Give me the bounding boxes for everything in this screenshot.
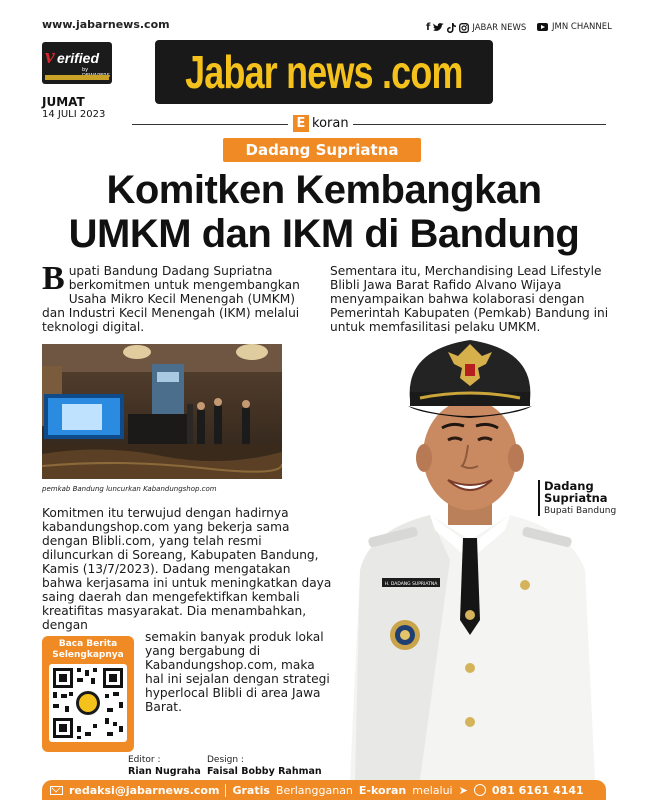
design-name: Faisal Bobby Rahman [207,766,322,777]
qr-title-line-2: Selengkapnya [52,650,124,660]
ekoran-word: koran [312,116,349,131]
portrait-name: Dadang Supriatna [544,479,608,505]
youtube-icon[interactable] [537,23,548,31]
headline-line-2: UMKM dan IKM di Bandung [68,212,580,256]
social-handle: JABAR NEWS [472,22,527,33]
footer-divider [225,784,226,797]
footer-ekoran: E-koran [358,783,407,797]
twitter-icon[interactable] [433,23,444,32]
paragraph-3: Komitmen itu terwujud dengan hadirnya kabandungshop.com yang bekerja sama dengan Blibli.com, yang telah resmi diluncurkan di Soreang, Kabupaten Bandung, Kamis (13/7/2023). Dadang mengatakan bahwa kerjasama ini untuk meningkatkan daya saing daerah dan mengefektifkan kembali kreatifitas masyarakat. Dia menambahkan, dengan [42,506,332,632]
headline-line-1: Komitken Kembangkan [106,168,542,212]
footer-subscribe: Berlangganan [275,783,353,797]
qr-title [44,639,132,661]
ekoran-e-box: E [293,115,309,132]
section-rule-right [352,124,606,125]
masthead-text: Jabar news .com [185,46,463,98]
design-label: Design : [207,755,244,765]
footer-email[interactable]: redaksi@jabarnews.com [69,783,220,797]
verified-check-icon: v [45,43,55,68]
telegram-icon[interactable]: ➤ [458,783,468,797]
paragraph-2: Sementara itu, Merchandising Lead Lifestyle Blibli Jawa Barat Rafido Alvano Wijaya menyampaikan bahwa kolaborasi dengan Pemerintah Kabupaten (Pemkab) Bandung ini untuk memfasilitasi pelaku UMKM. [330,264,609,334]
uniform-nametag: H. DADANG SUPRIATNA [384,582,438,587]
footer-phone[interactable]: 081 6161 4141 [491,783,584,797]
channel-name: JMN CHANNEL [552,22,612,32]
paragraph-1 [42,260,312,334]
paragraph-4: semakin banyak produk lokal yang bergabung di Kabandungshop.com, maka hal ini sejalan dengan strategi hyperlocal Blibli di area Jawa Barat. [145,630,330,714]
paragraph-1-text: upati Bandung Dadang Supriatna berkomitmen untuk mengembangkan Usaha Mikro Kecil Menengah (UMKM) dan Industri Kecil Menengah (IKM) melalui teknologi digital. [42,264,300,334]
section-rule-left [132,124,288,125]
footer-gratis: Gratis [232,783,270,797]
drop-cap: B [42,260,65,297]
verified-badge [42,42,112,84]
footer-via: melalui [412,783,453,797]
facebook-icon[interactable]: f [426,22,431,33]
issue-day: JUMAT [42,95,85,109]
editor-name: Rian Nugraha [128,766,201,777]
verified-word: erified [57,50,100,66]
issue-date: 14 JULI 2023 [42,109,106,120]
footer-bar [42,780,606,800]
verified-bar [45,75,109,80]
qr-code[interactable] [49,664,127,742]
tiktok-icon[interactable] [447,23,456,33]
event-photo [42,344,282,479]
instagram-icon[interactable] [459,23,469,33]
youtube-channel[interactable] [537,22,612,32]
qr-title-line-1: Baca Berita [58,639,118,649]
headline [20,168,628,256]
masthead-logo[interactable] [155,40,493,104]
photo-caption: pemkab Bandung luncurkan Kabandungshop.com [42,485,217,493]
portrait-label [538,480,624,516]
mail-icon [50,786,63,795]
portrait-role: Bupati Bandung [544,506,617,516]
editor-label: Editor : [128,755,161,765]
whatsapp-icon[interactable] [474,784,486,796]
site-url[interactable]: www.jabarnews.com [42,18,170,31]
social-links[interactable] [426,22,526,33]
verified-by: by [82,67,89,73]
portrait-photo [330,330,610,780]
section-label [289,115,353,132]
subject-name-banner: Dadang Supriatna [223,138,421,162]
